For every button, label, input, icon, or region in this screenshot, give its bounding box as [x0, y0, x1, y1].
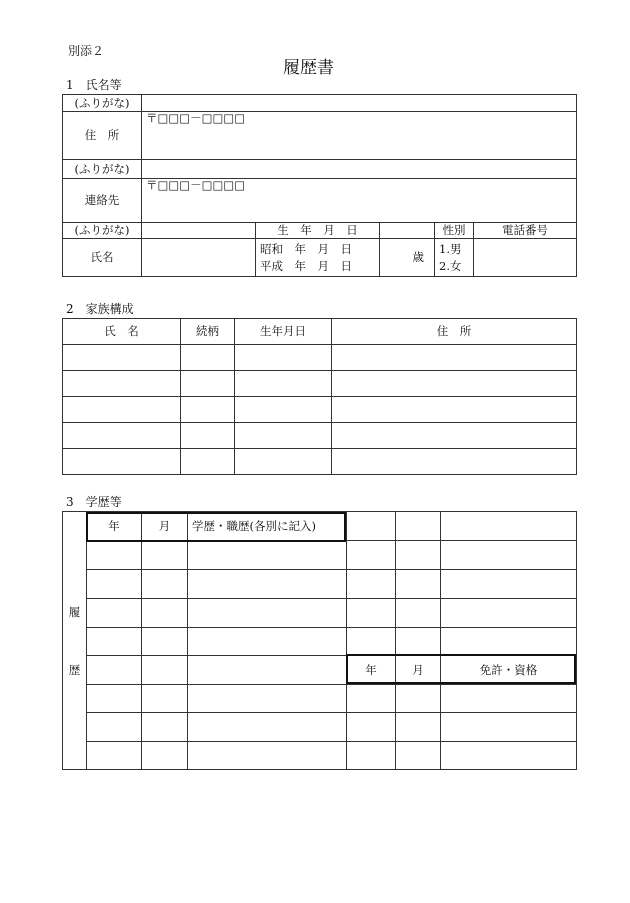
license-content-cell[interactable] [441, 685, 577, 713]
page-title: 履歴書 [283, 58, 334, 78]
license-year-cell[interactable] [347, 541, 396, 570]
history-side-label [63, 512, 87, 770]
table-row [63, 541, 577, 570]
license-month-cell[interactable] [396, 541, 441, 570]
license-month-cell[interactable] [396, 512, 441, 541]
family-address-cell[interactable] [332, 345, 577, 371]
family-col-relation: 続柄 [181, 319, 235, 345]
family-col-birthdate: 生年月日 [235, 319, 332, 345]
history-month-header: 月 [142, 512, 188, 541]
family-address-cell[interactable] [332, 397, 577, 423]
birth-date-header: 生 年 月 日 [256, 223, 380, 239]
history-year-cell[interactable] [87, 685, 142, 713]
license-year-header: 年 [347, 656, 396, 685]
family-birthdate-cell[interactable] [235, 449, 332, 475]
family-address-cell[interactable] [332, 371, 577, 397]
license-content-cell[interactable] [441, 541, 577, 570]
gender-option-male: 1.男 [439, 241, 462, 256]
phone-header: 電話番号 [474, 223, 577, 239]
gender-option-female: 2.女 [439, 258, 462, 273]
license-content-cell[interactable] [441, 628, 577, 656]
license-content-cell[interactable] [441, 570, 577, 599]
family-name-cell[interactable] [63, 345, 181, 371]
family-birthdate-cell[interactable] [235, 423, 332, 449]
history-content-cell[interactable] [188, 599, 347, 628]
license-content-header: 免許・資格 [441, 656, 577, 685]
gender-field[interactable] [435, 239, 474, 277]
family-address-cell[interactable] [332, 423, 577, 449]
table-row [63, 449, 577, 475]
family-col-address: 住 所 [332, 319, 577, 345]
license-month-cell[interactable] [396, 713, 441, 742]
postal-code: 〒□□□－□□□□ [146, 178, 246, 192]
license-month-header: 月 [396, 656, 441, 685]
table-row [63, 371, 577, 397]
license-content-cell[interactable] [441, 713, 577, 742]
history-month-cell[interactable] [142, 685, 188, 713]
history-year-cell[interactable] [87, 742, 142, 770]
family-relation-cell[interactable] [181, 371, 235, 397]
history-content-cell[interactable] [188, 656, 347, 685]
name-furigana-field[interactable] [142, 223, 256, 239]
family-address-cell[interactable] [332, 449, 577, 475]
furigana-label: (ふりがな) [63, 160, 142, 179]
history-content-cell[interactable] [188, 570, 347, 599]
license-content-cell[interactable] [441, 599, 577, 628]
license-month-cell[interactable] [396, 570, 441, 599]
license-month-cell[interactable] [396, 628, 441, 656]
address-field[interactable] [142, 112, 577, 160]
license-year-cell[interactable] [347, 512, 396, 541]
license-month-cell[interactable] [396, 685, 441, 713]
license-month-cell[interactable] [396, 599, 441, 628]
license-year-cell[interactable] [347, 685, 396, 713]
gender-header: 性別 [435, 223, 474, 239]
license-content-cell[interactable] [441, 742, 577, 770]
history-content-cell[interactable] [188, 685, 347, 713]
history-year-cell[interactable] [87, 628, 142, 656]
license-content-cell[interactable] [441, 512, 577, 541]
table-row [63, 423, 577, 449]
history-year-cell[interactable] [87, 541, 142, 570]
table-row [63, 742, 577, 770]
section1-heading: 1 氏名等 [66, 78, 122, 92]
phone-field[interactable] [474, 239, 577, 277]
age-header-cell [380, 223, 435, 239]
table-row [63, 570, 577, 599]
age-field[interactable] [380, 239, 435, 277]
family-col-name: 氏 名 [63, 319, 181, 345]
family-table [62, 318, 577, 475]
history-year-cell[interactable] [87, 599, 142, 628]
history-table [62, 511, 577, 770]
family-birthdate-cell[interactable] [235, 397, 332, 423]
age-unit: 歳 [412, 250, 424, 264]
family-relation-cell[interactable] [181, 345, 235, 371]
license-year-cell[interactable] [347, 742, 396, 770]
table-row [63, 345, 577, 371]
contact-furigana-field[interactable] [142, 160, 577, 179]
table-row [63, 397, 577, 423]
history-content-header: 学歴・職歴(各別に記入) [188, 512, 347, 541]
family-name-cell[interactable] [63, 449, 181, 475]
license-year-cell[interactable] [347, 713, 396, 742]
contact-field[interactable] [142, 179, 577, 223]
section3-heading: 3 学歴等 [66, 495, 122, 509]
family-name-cell[interactable] [63, 371, 181, 397]
history-year-cell[interactable] [87, 713, 142, 742]
license-year-cell[interactable] [347, 570, 396, 599]
history-year-header: 年 [87, 512, 142, 541]
history-month-cell[interactable] [142, 713, 188, 742]
license-month-cell[interactable] [396, 742, 441, 770]
side-char-2: 歴 [68, 662, 81, 677]
history-month-cell[interactable] [142, 599, 188, 628]
address-furigana-field[interactable] [142, 95, 577, 112]
family-relation-cell[interactable] [181, 397, 235, 423]
postal-code: 〒□□□－□□□□ [146, 111, 246, 125]
era-heisei-line: 平成 年 月 日 [260, 258, 352, 273]
family-relation-cell[interactable] [181, 423, 235, 449]
history-month-cell[interactable] [142, 656, 188, 685]
address-label: 住 所 [63, 112, 142, 160]
contact-label: 連絡先 [63, 179, 142, 223]
family-birthdate-cell[interactable] [235, 345, 332, 371]
name-label: 氏名 [63, 239, 142, 277]
family-name-cell[interactable] [63, 397, 181, 423]
history-month-cell[interactable] [142, 628, 188, 656]
side-char-1: 履 [68, 604, 81, 619]
birth-date-field[interactable] [256, 239, 380, 277]
section2-heading: 2 家族構成 [66, 302, 134, 316]
table-row [63, 599, 577, 628]
history-content-cell[interactable] [188, 541, 347, 570]
history-content-cell[interactable] [188, 713, 347, 742]
history-month-cell[interactable] [142, 742, 188, 770]
family-birthdate-cell[interactable] [235, 371, 332, 397]
history-year-cell[interactable] [87, 570, 142, 599]
table-row [63, 628, 577, 656]
family-name-cell[interactable] [63, 423, 181, 449]
furigana-label: (ふりがな) [63, 223, 142, 239]
table-row [63, 685, 577, 713]
personal-info-table [62, 94, 577, 277]
history-month-cell[interactable] [142, 541, 188, 570]
history-month-cell[interactable] [142, 570, 188, 599]
history-year-cell[interactable] [87, 656, 142, 685]
name-field[interactable] [142, 239, 256, 277]
furigana-label: (ふりがな) [63, 95, 142, 112]
history-content-cell[interactable] [188, 742, 347, 770]
attachment-label: 別添２ [68, 44, 105, 58]
table-row [63, 713, 577, 742]
license-year-cell[interactable] [347, 628, 396, 656]
license-year-cell[interactable] [347, 599, 396, 628]
era-showa-line: 昭和 年 月 日 [260, 241, 352, 256]
history-content-cell[interactable] [188, 628, 347, 656]
family-relation-cell[interactable] [181, 449, 235, 475]
